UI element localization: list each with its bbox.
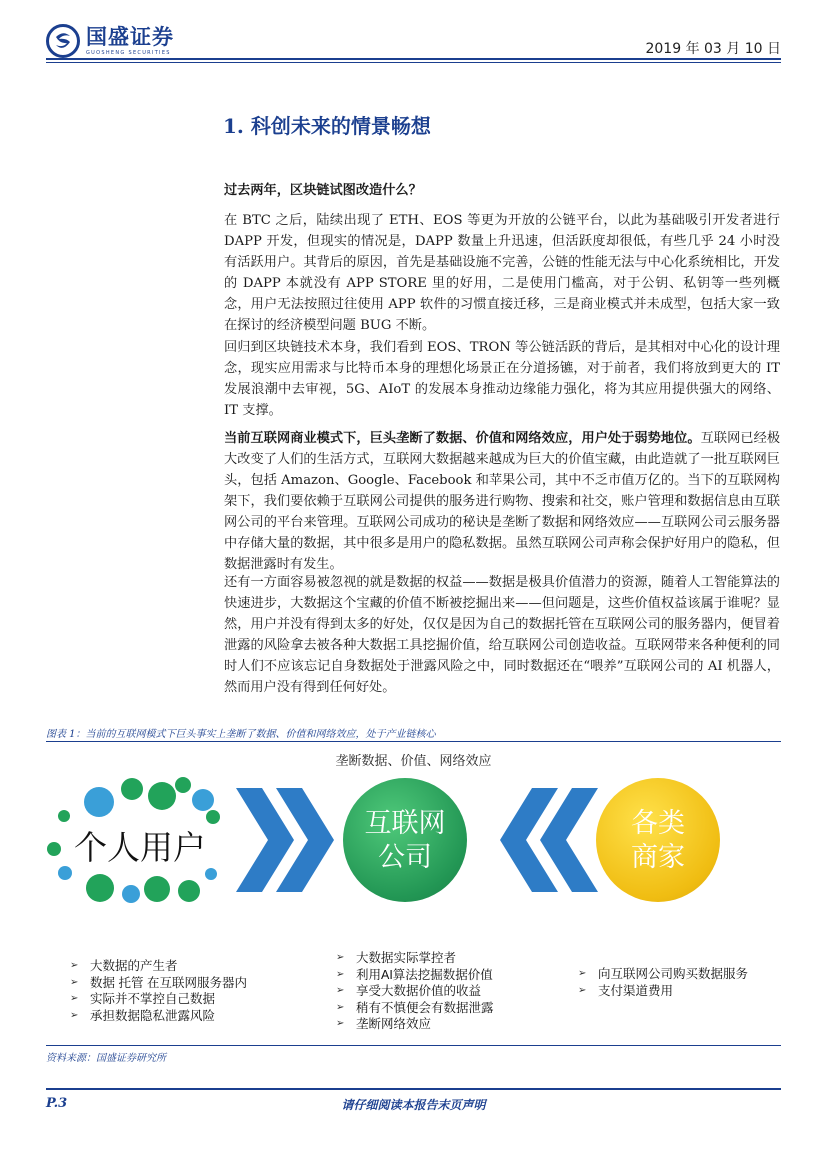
list-item: ➢ 大数据的产生者 [70, 959, 178, 973]
paragraph-3 [224, 428, 780, 575]
paragraph-1: 在 BTC 之后，陆续出现了 ETH、EOS 等更为开放的公链平台，以此为基础吸引开发者进行 DAPP 开发，但现实的情况是，DAPP 数量上升迅速，但活跃度却很低，有些几乎 24 小时没有活跃用户。其背后的原因，首先是基础设施不完善，公链的性能无法与中心化系统相比，开发的 DAPP 本就没有 APP STORE 里的好用，二是使用门槛高，对于公钥、私钥等一些列概念，用户无法按照过往使用 APP 软件的习惯直接迁移，三是商业模式并未成型，包括大家一致在探讨的经济模型问题 BUG 不断。 [224, 213, 780, 333]
arrow-bullet-icon: ➢ [336, 968, 345, 980]
figure-caption: 图表 1：当前的互联网模式下巨头事实上垄断了数据、价值和网络效应，处于产业链核心 [46, 729, 436, 740]
header-divider-thin [46, 62, 781, 63]
list-item: ➢ 数据 托管 在互联网服务器内 [70, 975, 247, 990]
decor-dot [86, 874, 114, 902]
chevron-right-icon [236, 788, 346, 892]
list-item: ➢ 向互联网公司购买数据服务 [578, 967, 749, 981]
report-date: 2019 年 03 月 10 日 [645, 41, 781, 57]
figure-title: 垄断数据、价值、网络效应 [335, 753, 492, 768]
logo-icon [46, 24, 80, 58]
list-item: ➢ 享受大数据价值的收益 [336, 984, 482, 998]
list-item: ➢ 稍有不慎便会有数据泄露 [336, 1000, 494, 1015]
internet-company-node [343, 778, 467, 902]
decor-dot [122, 885, 140, 903]
company-logo [46, 24, 174, 58]
question-heading: 过去两年，区块链试图改造什么？ [224, 183, 422, 198]
decor-dot [47, 842, 61, 856]
arrow-bullet-icon: ➢ [336, 1018, 345, 1029]
figure-top-rule [46, 741, 781, 742]
merchants-node [596, 778, 720, 902]
merchants-label-2: 商家 [631, 842, 685, 872]
list-item: ➢ 大数据实际掌控者 [336, 951, 457, 965]
chevron-left-icon [488, 788, 598, 892]
decor-dot [121, 778, 143, 800]
page-number: P.3 [46, 1096, 68, 1111]
decor-dot [178, 880, 200, 902]
arrow-bullet-icon: ➢ [336, 985, 345, 996]
paragraph-2: 回归到区块链技术本身，我们看到 EOS、TRON 等公链活跃的背后，是其相对中心化的设计理念，现实应用需求与比特币本身的理想化场景正在分道扬镳，对于前者，我们将放到更大的 IT 发展浪潮中去审视，5G、AIoT 的发展本身推动边缘能力强化，将为其应用提供强大的网络、IT 支撑。 [224, 340, 780, 418]
arrow-bullet-icon: ➢ [70, 976, 79, 988]
internet-company-label-1: 互联网 [364, 808, 446, 838]
footer-divider [46, 1088, 781, 1090]
arrow-bullet-icon: ➢ [70, 960, 79, 971]
company-bullet-list [336, 950, 494, 1033]
disclaimer-note: 请仔细阅读本报告末页声明 [341, 1098, 486, 1112]
internet-company-label-2: 公司 [378, 842, 432, 872]
arrow-bullet-icon: ➢ [336, 1001, 345, 1013]
decor-dot [144, 876, 170, 902]
figure-bottom-rule [46, 1045, 781, 1046]
merchants-label-1: 各类 [631, 808, 685, 838]
header-divider [46, 58, 781, 60]
decor-dot [148, 782, 176, 810]
decor-dot [58, 810, 70, 822]
decor-dot [175, 777, 191, 793]
decor-dot [192, 789, 214, 811]
decor-dot [58, 866, 72, 880]
arrow-bullet-icon: ➢ [336, 952, 345, 963]
arrow-bullet-icon: ➢ [578, 984, 587, 996]
section-title: 1. 科创未来的情景畅想 [223, 114, 431, 138]
list-item: ➢ 支付渠道费用 [578, 983, 674, 998]
list-item: ➢ 承担数据隐私泄露风险 [70, 1008, 216, 1023]
list-item: ➢ 实际并不掌控自己数据 [70, 992, 216, 1006]
decor-dot [206, 810, 220, 824]
list-item: ➢ 垄断网络效应 [336, 1017, 432, 1031]
logo-name: 国盛证券 [86, 25, 174, 49]
decor-dot [205, 868, 217, 880]
paragraph-3-body: 互联网已经极大改变了人们的生活方式，互联网大数据越来越成为巨大的价值宝藏，由此造就了一批互联网巨头，包括 Amazon、Google、Facebook 和苹果公司，其中不乏市值万亿的。当下的互联网构架下，我们要依赖于互联网公司提供的服务进行购物、搜索和社交，账户管理和数据信息由互联网公司的平台来管理。互联网公司成功的秘诀是垄断了数据和网络效应——互联网公司云服务器中存储大量的数据，其中很多是用户的隐私数据。虽然互联网公司声称会保护好用户的隐私，但数据泄露时有发生。 [224, 431, 781, 572]
arrow-bullet-icon: ➢ [70, 1009, 79, 1021]
arrow-bullet-icon: ➢ [70, 993, 79, 1004]
personal-users-label: 个人用户 [74, 829, 206, 866]
logo-name-en: GUOSHENG SECURITIES [86, 50, 171, 56]
list-item: ➢ 利用AI算法挖掘数据价值 [336, 967, 493, 982]
arrow-bullet-icon: ➢ [578, 968, 587, 979]
merchant-bullet-list [578, 966, 748, 999]
paragraph-3-lead: 当前互联网商业模式下，巨头垄断了数据、价值和网络效应，用户处于弱势地位。 [224, 431, 701, 446]
decor-dot [84, 787, 114, 817]
user-bullet-list [70, 958, 247, 1024]
figure-source: 资料来源：国盛证券研究所 [46, 1053, 166, 1064]
paragraph-4: 还有一方面容易被忽视的就是数据的权益——数据是极具价值潜力的资源，随着人工智能算法的快速进步，大数据这个宝藏的价值不断被挖掘出来——但问题是，这些价值权益该属于谁呢？显然，用户并没有得到太多的好处，仅仅是因为自己的数据托管在互联网公司的服务器内，便冒着泄露的风险拿去被各种大数据工具挖掘价值，给互联网公司创造收益。互联网带来各种便利的同时人们不应该忘记自身数据处于泄露风险之中，同时数据还在“喂养”互联网公司的 AI 机器人，然而用户没有得到任何好处。 [224, 575, 780, 695]
